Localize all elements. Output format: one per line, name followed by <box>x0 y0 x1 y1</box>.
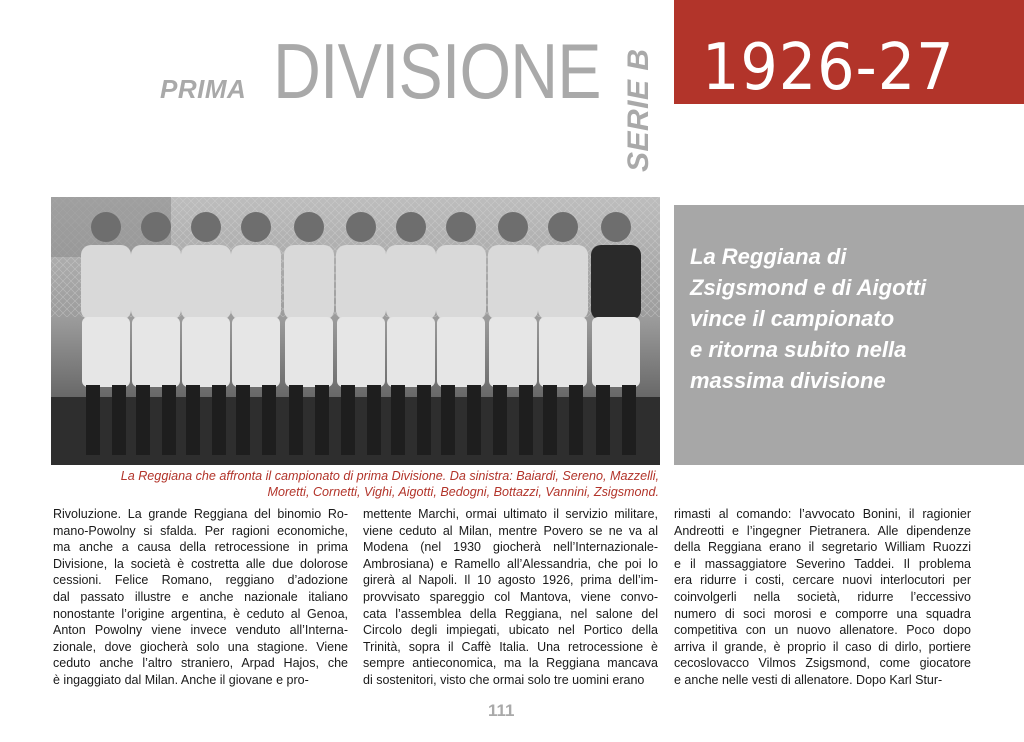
body-line: coinvolgerli nella società, ridurre l’eccessivo <box>674 589 971 604</box>
body-line: mano-Powolny si sfalda. Per ragioni economiche, <box>53 523 348 538</box>
body-line: viene ceduto al Milan, mentre Povero se ne va al <box>363 523 658 538</box>
section-title-divisione: DIVISIONE <box>273 27 601 115</box>
season-year: 1926-27 <box>702 31 955 105</box>
team-photo-illustration <box>51 197 660 465</box>
body-line: della Reggiana erano il segretario William Ruozzi <box>674 540 971 555</box>
body-line: numero di soci morosi e comporre una squadra <box>674 606 971 621</box>
body-line: rimasti al comando: l’avvocato Bonini, il ragionier <box>674 507 971 521</box>
body-column-1 <box>53 506 348 689</box>
body-line: Modena (nel 1930 giocherà nell’Internazionale- <box>363 540 658 555</box>
team-photo <box>51 197 660 465</box>
body-column-2 <box>363 506 658 689</box>
body-line: girerà al Napoli. Il 10 agosto 1926, prima dell’im- <box>363 573 658 588</box>
body-line: e anche nelle vesti di allenatore. Dopo Karl Stur- <box>674 672 943 687</box>
body-line: arriva il grande, è proprio il caso di dirlo, portiere <box>674 639 971 654</box>
season-banner <box>674 0 1024 104</box>
body-line: e il massaggiatore Severino Taddei. Il problema <box>674 556 971 571</box>
headline-line: La Reggiana di <box>690 244 847 269</box>
body-line: di sostenitori, visto che ormai solo tre uomini erano <box>363 672 645 687</box>
section-label-prima: PRIMA <box>160 74 247 104</box>
body-line: competitiva con un nuovo allenatore. Poco dopo <box>674 623 971 638</box>
photo-caption <box>55 468 659 500</box>
body-line: ma anche a causa della retrocessione in prima <box>53 540 348 555</box>
body-line: zionale, dove giocherà solo una stagione. Viene <box>53 639 348 654</box>
body-column-3 <box>674 506 971 689</box>
caption-line: La Reggiana che affronta il campionato di prima Divisione. Da sinistra: Baiardi, Sereno, Mazzelli, <box>120 469 659 483</box>
headline-line: e ritorna subito nella <box>690 337 907 362</box>
body-line: dal passato illustre e anche nazionale italiano <box>53 589 348 604</box>
headline-line: massima divisione <box>690 368 886 393</box>
body-line: ceduto anche l’altro straniero, Arpad Hajos, che <box>53 656 348 671</box>
headline-line: vince il campionato <box>690 306 895 331</box>
body-line: Andreotti e l’ingegner Pietranera. Alle dipendenze <box>674 523 971 538</box>
body-line: è ingaggiato dal Milan. Anche il giovane e pro- <box>53 672 309 687</box>
body-line: Rivoluzione. La grande Reggiana del binomio Ro- <box>53 507 348 521</box>
body-line: cecoslovacco Vilmos Zsigsmond, come giocatore <box>674 656 971 671</box>
body-line: Circolo degli impiegati, ubicato nel Portico della <box>363 623 658 638</box>
body-line: cata l’assemblea della Reggiana, nel salone del <box>363 606 658 621</box>
headline-line: Zsigsmond e di Aigotti <box>690 275 927 300</box>
headline <box>690 241 1010 396</box>
page-number: 111 <box>488 701 515 720</box>
body-line: sempre antieconomica, ma la Reggiana mancava <box>363 656 658 671</box>
body-line: Ambrosiana) e Ramello all’Alessandria, che poi lo <box>363 556 658 571</box>
body-line: provvisato spareggio col Mantova, viene convo- <box>363 589 658 604</box>
body-line: mettente Marchi, ormai ultimato il servizio militare, <box>363 507 658 521</box>
body-line: Divisione, la società è costretta alle due dolorose <box>53 556 348 571</box>
caption-line: Moretti, Cornetti, Vighi, Aigotti, Bedogni, Bottazzi, Vannini, Zsigsmond. <box>267 485 659 499</box>
body-line: Anton Powolny viene invece venduto all’Interna- <box>53 623 348 638</box>
series-label: SERIE B <box>622 48 655 172</box>
body-line: Trinità, sopra il Caffè Italia. Una retrocessione è <box>363 639 658 654</box>
body-line: cessioni. Felice Romano, reggiano d’adozione <box>53 573 348 588</box>
body-line: nonostante l’origine argentina, è ceduto al Genoa, <box>53 606 348 621</box>
headline-box <box>674 205 1024 465</box>
body-line: era ridurre i costi, cercare nuovi interlocutori per <box>674 573 971 588</box>
